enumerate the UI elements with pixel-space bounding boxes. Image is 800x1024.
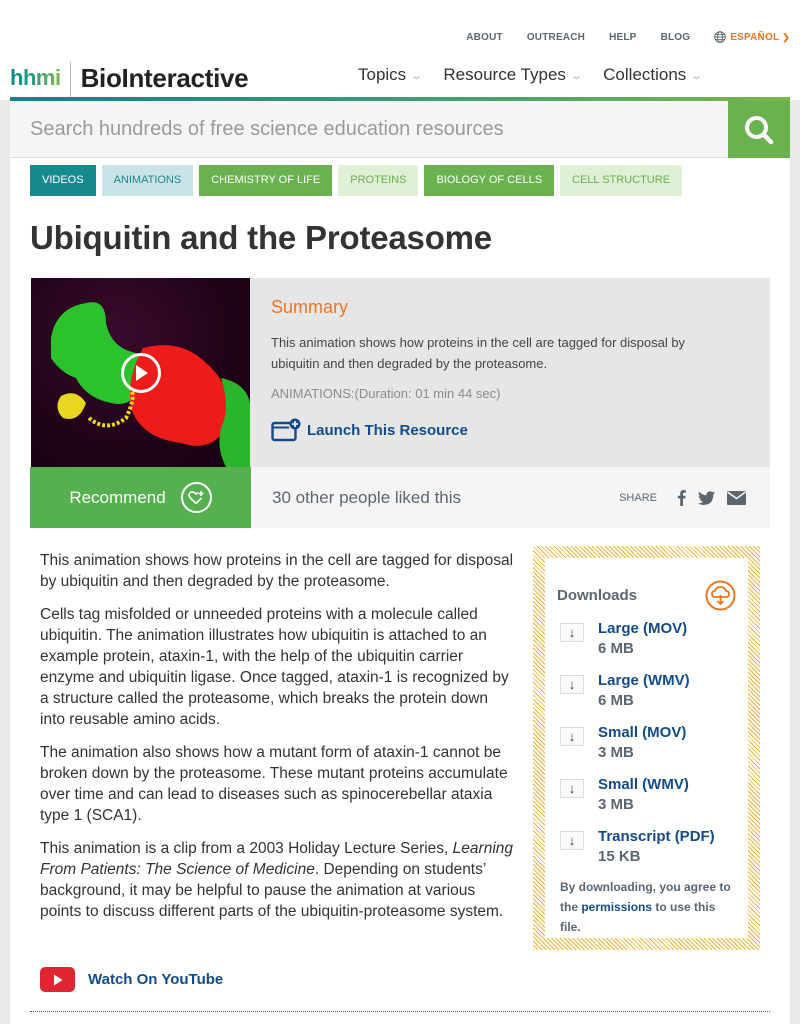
- download-name[interactable]: Small (MOV): [598, 724, 687, 741]
- resource-feature: [30, 278, 770, 528]
- site-header: [0, 0, 800, 100]
- description-paragraph: Cells tag misfolded or unneeded proteins with a molecule called ubiquitin. The animation illustrates how ubiquitin is attached to an example protein, ataxin-1, with the help of the ubiquitin carrier enzyme and ubiquitin ligase. Once tagged, ataxin-1 is recognized by a structure called the proteasome, which breaks the protein down into reusable amino acids.: [40, 606, 509, 728]
- download-name[interactable]: Large (WMV): [598, 672, 690, 689]
- recommend-label: Recommend: [69, 487, 166, 507]
- nav-resource-types-label: Resource Types: [443, 65, 566, 84]
- search-button[interactable]: [728, 101, 790, 158]
- likes-count: 30 other people liked this: [272, 487, 462, 507]
- tag-chemistry-of-life[interactable]: CHEMISTRY OF LIFE: [199, 165, 332, 196]
- download-name[interactable]: Transcript (PDF): [598, 828, 715, 845]
- download-arrow-icon: ↓: [560, 831, 584, 850]
- utility-nav: [442, 31, 790, 43]
- download-item[interactable]: [560, 671, 736, 711]
- description-paragraph: This animation shows how proteins in the cell are tagged for disposal by ubiquitin and then degraded by the proteasome.: [40, 552, 514, 590]
- download-name[interactable]: Large (MOV): [598, 620, 688, 637]
- downloads-panel: [533, 546, 760, 950]
- tag-biology-of-cells[interactable]: BIOLOGY OF CELLS: [424, 165, 554, 196]
- language-label: ESPAÑOL: [730, 31, 780, 43]
- description-text: This animation is a clip from a 2003 Holiday Lecture Series,: [40, 840, 453, 857]
- downloads-header: [557, 580, 736, 611]
- download-item[interactable]: [560, 619, 736, 659]
- download-arrow-icon: ↓: [560, 727, 584, 746]
- chevron-down-icon: ⌄: [570, 69, 583, 82]
- biointeractive-logo: BioInteractive: [80, 63, 249, 93]
- play-icon: [133, 364, 149, 382]
- resource-description: [40, 550, 515, 934]
- download-size: 6 MB: [598, 692, 634, 709]
- chevron-down-icon: ⌄: [690, 69, 704, 82]
- play-button[interactable]: [121, 353, 161, 393]
- download-item[interactable]: [560, 723, 736, 763]
- description-paragraph: [40, 838, 515, 922]
- summary-heading: Summary: [271, 297, 349, 317]
- email-icon[interactable]: [727, 491, 746, 505]
- nav-blog-link[interactable]: BLOG: [660, 31, 691, 43]
- download-arrow-icon: ↓: [560, 779, 584, 798]
- resource-duration: ANIMATIONS:(Duration: 01 min 44 sec): [271, 386, 501, 401]
- youtube-icon: [40, 967, 75, 992]
- tag-proteins[interactable]: PROTEINS: [338, 165, 418, 196]
- tag-list: [30, 165, 688, 196]
- nav-topics[interactable]: [358, 65, 424, 85]
- nav-help-link[interactable]: HELP: [609, 31, 637, 43]
- recommend-button[interactable]: [30, 467, 251, 528]
- watch-on-youtube-link[interactable]: [40, 967, 223, 992]
- likes-bar: [251, 467, 770, 528]
- facebook-icon[interactable]: [677, 489, 686, 506]
- permissions-link[interactable]: permissions: [581, 900, 653, 914]
- description-text: . Depending on students’ background, it may be helpful to pause the animation at various points to discuss different parts of the ubiquitin-proteasome system.: [40, 861, 504, 920]
- cloud-download-icon: [705, 580, 736, 611]
- download-arrow-icon: ↓: [560, 675, 584, 694]
- globe-icon: [714, 31, 726, 43]
- site-logo[interactable]: [10, 58, 248, 98]
- tag-videos[interactable]: VIDEOS: [30, 165, 96, 196]
- video-thumbnail[interactable]: [31, 278, 250, 467]
- section-divider: [30, 1011, 770, 1012]
- launch-resource-link[interactable]: [271, 418, 749, 442]
- main-nav: [358, 65, 724, 85]
- note-text: By downloading, you agree to the: [560, 880, 731, 914]
- nav-outreach-link[interactable]: OUTREACH: [526, 31, 586, 43]
- page-title: Ubiquitin and the Proteasome: [30, 219, 492, 256]
- logo-divider: [70, 62, 71, 102]
- download-arrow-icon: ↓: [560, 623, 584, 642]
- download-name[interactable]: Small (WMV): [598, 776, 689, 793]
- download-size: 6 MB: [598, 640, 634, 657]
- nav-topics-label: Topics: [358, 65, 407, 84]
- download-size: 15 KB: [598, 848, 641, 865]
- chevron-down-icon: ⌄: [410, 69, 424, 82]
- hhmi-logo: hhmi: [10, 65, 61, 90]
- summary-panel: [250, 278, 770, 467]
- search-input[interactable]: [10, 101, 728, 158]
- heart-plus-icon: [181, 482, 212, 513]
- summary-text: This animation shows how proteins in the cell are tagged for disposal by ubiquitin and then degraded by the proteasome.: [271, 335, 686, 371]
- share-group: [619, 489, 746, 506]
- downloads-inner: [545, 558, 748, 938]
- nav-collections-label: Collections: [603, 65, 687, 84]
- tag-animations[interactable]: ANIMATIONS: [102, 165, 194, 196]
- download-size: 3 MB: [598, 744, 634, 761]
- download-permissions-note: [560, 877, 736, 937]
- tag-cell-structure[interactable]: CELL STRUCTURE: [560, 165, 682, 196]
- downloads-heading: Downloads: [557, 587, 638, 604]
- share-label: SHARE: [619, 491, 657, 504]
- download-item[interactable]: [560, 775, 736, 815]
- chevron-down-icon: ❯: [782, 31, 790, 42]
- note-text: to use this file.: [560, 900, 716, 934]
- watch-on-youtube-label: Watch On YouTube: [88, 971, 224, 988]
- language-selector[interactable]: [714, 31, 790, 43]
- launch-window-icon: [271, 418, 301, 442]
- twitter-icon[interactable]: [698, 491, 715, 505]
- nav-resource-types[interactable]: [443, 65, 581, 85]
- description-paragraph: The animation also shows how a mutant form of ataxin-1 cannot be broken down by the proteasome. These mutant proteins accumulate over time and can lead to diseases such as spinocerebellar ataxia type 1 (SCA1).: [40, 744, 508, 824]
- search-bar: [10, 101, 790, 158]
- lecture-series-title: Learning From Patients: The Science of Medicine: [40, 840, 513, 878]
- download-size: 3 MB: [598, 796, 634, 813]
- launch-resource-label: Launch This Resource: [307, 421, 468, 439]
- search-icon: [743, 114, 775, 146]
- nav-collections[interactable]: [603, 65, 704, 85]
- nav-about-link[interactable]: ABOUT: [466, 31, 503, 43]
- download-item[interactable]: [560, 827, 736, 867]
